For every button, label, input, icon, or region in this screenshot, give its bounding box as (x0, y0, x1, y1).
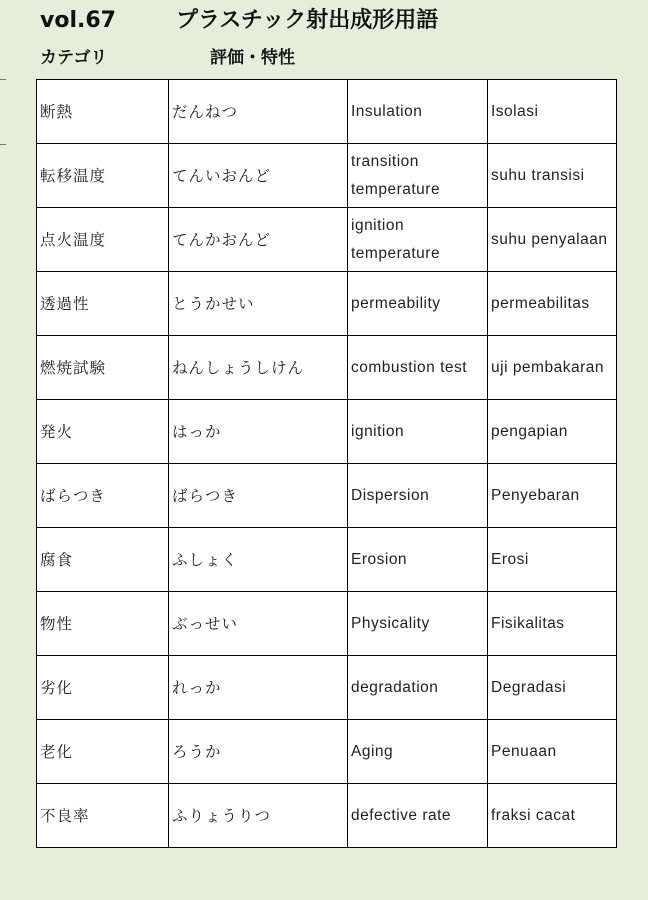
english-cell: transition temperature (348, 144, 488, 208)
table-row (37, 336, 617, 400)
indonesian-cell: suhu transisi (488, 144, 617, 208)
table-row (37, 720, 617, 784)
term-cell: 老化 (37, 720, 169, 784)
english-cell: ignition (348, 400, 488, 464)
term-cell: 不良率 (37, 784, 169, 848)
table-row (37, 784, 617, 848)
reading-cell: てんいおんど (169, 144, 348, 208)
indonesian-cell: suhu penyalaan (488, 208, 617, 272)
indonesian-cell: uji pembakaran (488, 336, 617, 400)
reading-cell: ふしょく (169, 528, 348, 592)
english-cell: defective rate (348, 784, 488, 848)
term-cell: 発火 (37, 400, 169, 464)
reading-cell: とうかせい (169, 272, 348, 336)
term-cell: 劣化 (37, 656, 169, 720)
indonesian-cell: fraksi cacat (488, 784, 617, 848)
category-label: カテゴリ (40, 48, 108, 68)
indonesian-cell: Degradasi (488, 656, 617, 720)
term-cell: 腐食 (37, 528, 169, 592)
english-cell: Dispersion (348, 464, 488, 528)
reading-cell: ねんしょうしけん (169, 336, 348, 400)
english-cell: Aging (348, 720, 488, 784)
table-row (37, 80, 617, 144)
page-title: プラスチック射出成形用語 (176, 8, 439, 33)
term-cell: 燃焼試験 (37, 336, 169, 400)
edge-tick-mark (0, 79, 6, 80)
volume-number: vol.67 (40, 8, 116, 33)
table-row (37, 656, 617, 720)
indonesian-cell: Erosi (488, 528, 617, 592)
table-row (37, 528, 617, 592)
table-row (37, 208, 617, 272)
reading-cell: はっか (169, 400, 348, 464)
term-cell: ばらつき (37, 464, 169, 528)
edge-tick-mark (0, 144, 6, 145)
term-cell: 断熱 (37, 80, 169, 144)
indonesian-cell: Isolasi (488, 80, 617, 144)
english-cell: Insulation (348, 80, 488, 144)
term-cell: 物性 (37, 592, 169, 656)
table-row (37, 464, 617, 528)
indonesian-cell: Penyebaran (488, 464, 617, 528)
reading-cell: ぶっせい (169, 592, 348, 656)
glossary-table (36, 79, 617, 848)
english-cell: ignition temperature (348, 208, 488, 272)
table-row (37, 272, 617, 336)
reading-cell: てんかおんど (169, 208, 348, 272)
reading-cell: だんねつ (169, 80, 348, 144)
table-row (37, 400, 617, 464)
indonesian-cell: Penuaan (488, 720, 617, 784)
reading-cell: れっか (169, 656, 348, 720)
indonesian-cell: permeabilitas (488, 272, 617, 336)
term-cell: 転移温度 (37, 144, 169, 208)
english-cell: permeability (348, 272, 488, 336)
table-row (37, 144, 617, 208)
english-cell: Physicality (348, 592, 488, 656)
table-row (37, 592, 617, 656)
reading-cell: ふりょうりつ (169, 784, 348, 848)
indonesian-cell: pengapian (488, 400, 617, 464)
reading-cell: ろうか (169, 720, 348, 784)
english-cell: degradation (348, 656, 488, 720)
term-cell: 点火温度 (37, 208, 169, 272)
category-value: 評価・特性 (210, 48, 295, 68)
reading-cell: ばらつき (169, 464, 348, 528)
english-cell: combustion test (348, 336, 488, 400)
english-cell: Erosion (348, 528, 488, 592)
indonesian-cell: Fisikalitas (488, 592, 617, 656)
term-cell: 透過性 (37, 272, 169, 336)
